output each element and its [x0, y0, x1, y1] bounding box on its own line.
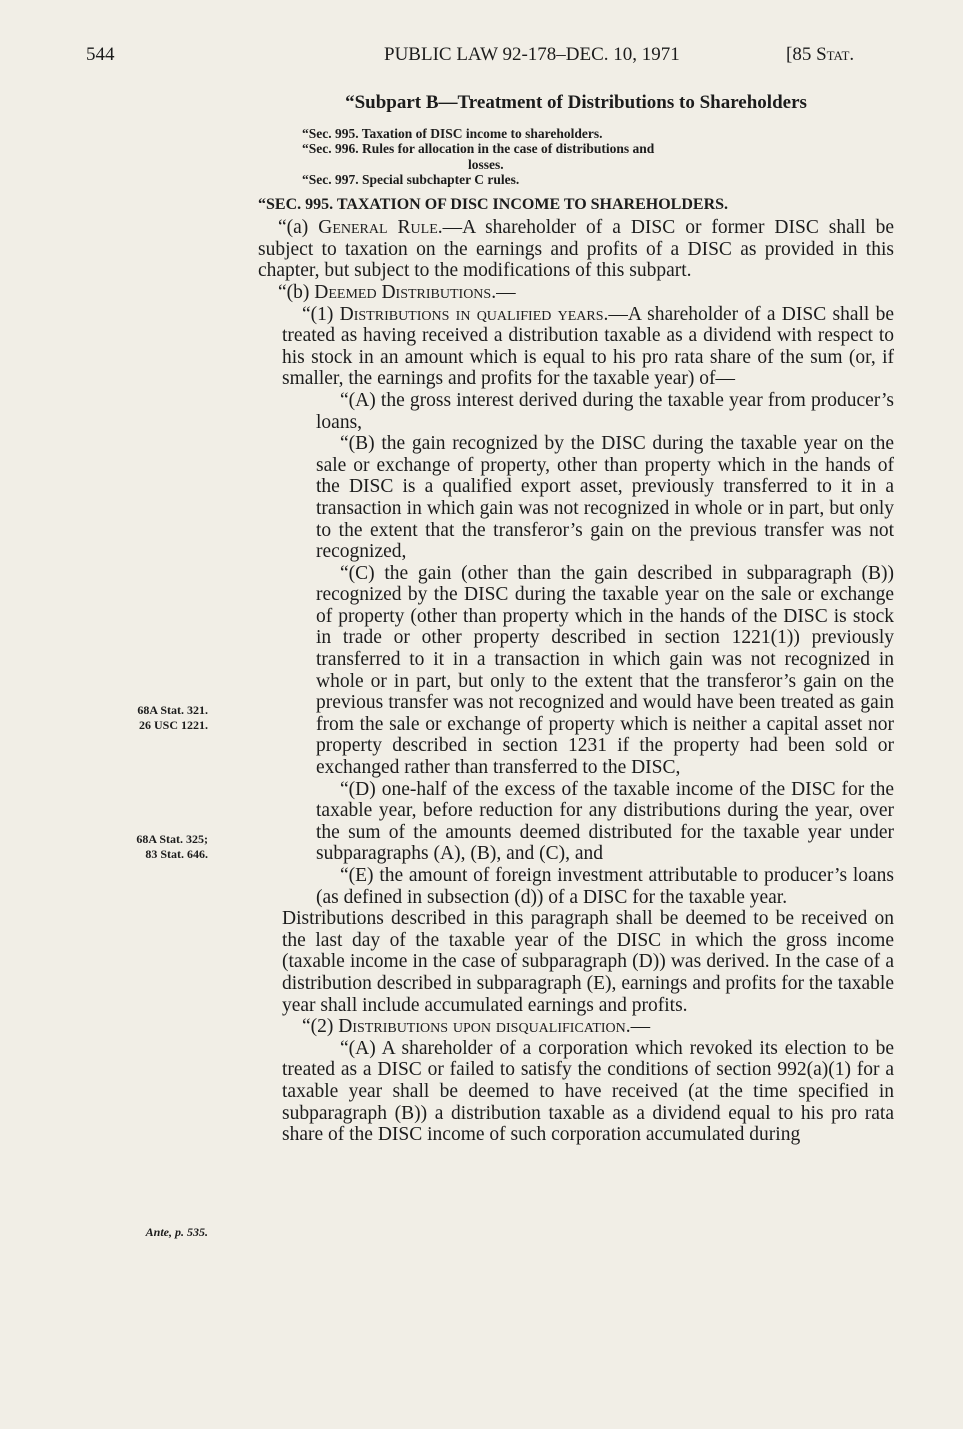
toc-entry: “Sec. 997. Special subchapter C rules. — [302, 172, 520, 188]
page-number: 544 — [86, 44, 115, 65]
subparagraph-a: “(A) the gross interest derived during the taxable year from producer’s loans, — [316, 389, 894, 433]
toc-entry: “Sec. 996. Rules for allocation in the case of distributions and — [302, 141, 655, 157]
running-title: PUBLIC LAW 92-178–DEC. 10, 1971 — [384, 44, 680, 65]
margin-note-ante-535: Ante, p. 535. — [145, 1225, 208, 1239]
section-heading: “SEC. 995. TAXATION OF DISC INCOME TO SHAREHOLDERS. — [258, 195, 729, 213]
paragraph-b: “(b) Deemed Distributions.— — [278, 281, 516, 303]
subparagraph-d: “(D) one-half of the excess of the taxable income of the DISC for the taxable year, before reduction for any distributions during the year, over the sum of the amounts deemed distributed for the taxable year under subparagraphs (A), (B), and (C), and — [316, 778, 894, 865]
subparagraph-2a: “(A) A shareholder of a corporation which revoked its election to be treated as a DISC or failed to satisfy the conditions of section 992(a)(1) for a taxable year shall be deemed to have received (at the time specified in subparagraph (B)) a distribution taxable as a dividend equal to his pro rata share of the DISC income of such corporation accumulated during — [282, 1037, 894, 1146]
margin-note-68a-325: 68A Stat. 325; — [136, 832, 208, 846]
page-header — [0, 44, 963, 78]
subparagraph-c: “(C) the gain (other than the gain described in subparagraph (B)) recognized by the DISC during the taxable year on the sale or exchange of property (other than property which in the hands of the DISC is stock in trade or other property described in section 1221(1)) previously transferred to it in a transaction in which gain was not recognized in whole or in part, but only to the extent that the transferor’s gain on the previous transfer was not recognized and would have been treated as gain from the sale or exchange of property which is neither a capital asset nor property described in section 1231 if the property had been sold or exchanged rather than transferred to the DISC, — [316, 562, 894, 779]
section-table-of-contents — [258, 126, 894, 188]
margin-note-68a-321: 68A Stat. 321. — [137, 703, 208, 717]
paragraph-a: “(a) General Rule.—A shareholder of a DISC or former DISC shall be subject to taxation on the earnings and profits of a DISC as provided in this chapter, but subject to the modifications of this subpart. — [258, 217, 894, 282]
margin-note-83-646: 83 Stat. 646. — [145, 847, 208, 861]
subpart-title: “Subpart B—Treatment of Distributions to Shareholders — [345, 92, 807, 113]
toc-entry-continuation: losses. — [468, 156, 504, 172]
subparagraph-e: “(E) the amount of foreign investment attributable to producer’s loans (as defined in subsection (d)) of a DISC for the taxable year. — [316, 865, 894, 908]
margin-note-26usc-1221: 26 USC 1221. — [138, 718, 208, 732]
statute-body — [258, 86, 894, 1146]
toc-entry: “Sec. 995. Taxation of DISC income to shareholders. — [302, 125, 603, 141]
closing-text-b1: Distributions described in this paragraph shall be deemed to be received on the last day of the taxable year of the DISC in which the gross income (taxable income in the case of subparagraph (D)) was derived. In the case of a distribution described in subparagraph (E), earnings and profits for the taxable year shall include accumulated earnings and profits. — [282, 908, 894, 1016]
paragraph-b1: “(1) Distributions in qualified years.—A shareholder of a DISC shall be treated as having received a distribution taxable as a dividend with respect to his stock in an amount which is equal to his pro rata share of the sum (or, if smaller, the earnings and profits for the taxable year) of— — [282, 303, 894, 390]
paragraph-b2: “(2) Distributions upon disqualification.— — [302, 1016, 651, 1038]
stat-reference: [85 Stat. — [786, 44, 855, 65]
subparagraph-b: “(B) the gain recognized by the DISC during the taxable year on the sale or exchange of property, other than property which in the hands of the DISC is a qualified export asset, previously transferred to it in a transaction in which gain was not recognized in whole or in part, but only to the extent that the transferor’s gain on the previous transfer was not recognized, — [316, 433, 894, 563]
